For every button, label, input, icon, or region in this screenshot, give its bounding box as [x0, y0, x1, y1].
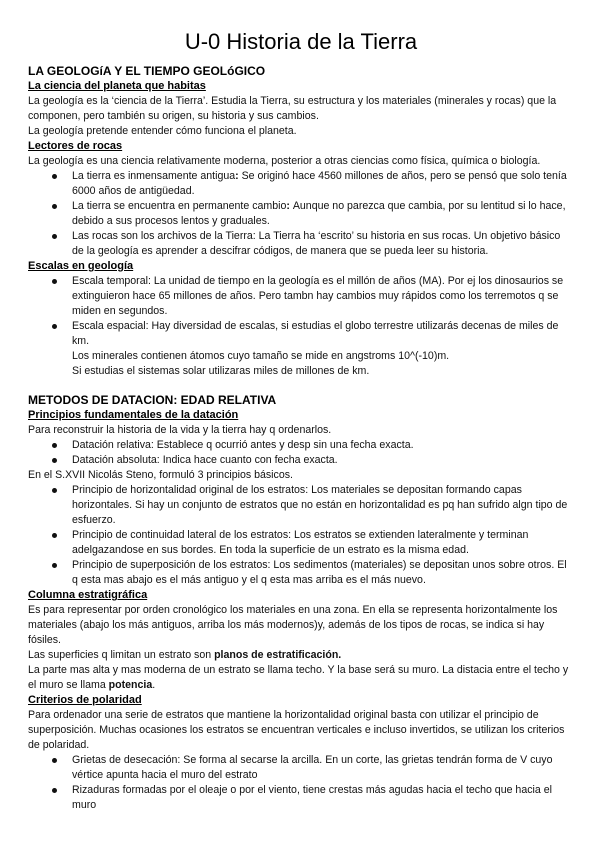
item-text: Aunque no parezca que cambia, por su lentitud si lo hace, debido a sus procesos lentos y graduales. — [72, 200, 566, 227]
item-text: Se originó hace 4560 millones de años, pero se pensó que solo tenía 6000 años de antigüedad. — [72, 170, 567, 197]
continuation-line: Si estudias el sistemas solar utilizaras miles de millones de km. — [72, 365, 370, 377]
text: La parte mas alta y mas moderna de un estrato se llama techo. Y la base será su muro. La distacia entre el techo y el muro se llama — [28, 664, 569, 691]
subheading-ciencia-planeta: La ciencia del planeta que habitas — [28, 80, 206, 92]
subheading-polaridad: Criterios de polaridad — [28, 694, 142, 706]
paragraph — [28, 648, 574, 663]
list-item — [72, 229, 574, 259]
list-item: Escala temporal: La unidad de tiempo en la geología es el millón de años (MA). Por ej los dinosaurios se extinguieron hace 65 millones de años. Pero tambn hay cambios muy rápidos como los terremotos q se miden en segundos. — [72, 274, 574, 319]
list-item: Principio de continuidad lateral de los estratos: Los estratos se extienden lateralmente y terminan adelgazandose en sus bordes. En toda la superficie de un estrato es la misma edad. — [72, 528, 574, 558]
list-item: Principio de horizontalidad original de los estratos: Los materiales se depositan formando capas horizontales. Si hay un conjunto de estratos que no están en horizontalidad es pq han sufrido algn tipo de esfuerzo. — [72, 483, 574, 528]
list-item: Rizaduras formadas por el oleaje o por el viento, tiene crestas más agudas hacia el techo que hacia el muro — [72, 783, 574, 813]
list-item — [72, 199, 574, 229]
item-text: Las rocas son los archivos de la Tierra: La Tierra ha ‘escrito’ su historia en sus rocas. Un objetivo básico de la geología es aprender a descifrar códigos, de manera que se pueda leer su historia. — [72, 230, 561, 257]
bullet-list — [28, 483, 574, 588]
bullet-list — [28, 169, 574, 259]
paragraph: Para reconstruir la historia de la vida y la tierra hay q ordenarlos. — [28, 424, 332, 436]
list-item — [72, 169, 574, 199]
subheading-columna: Columna estratigráfica — [28, 589, 148, 601]
subheading-escalas: Escalas en geología — [28, 260, 134, 272]
paragraph — [28, 663, 574, 693]
list-item: Principio de superposición de los estratos: Los sedimentos (materiales) se depositan unos sobre otros. El q esta mas abajo es el más antiguo y el q esta mas arriba es el más nuevo. — [72, 558, 574, 588]
paragraph: La geología es la ‘ciencia de la Tierra’. Estudia la Tierra, su estructura y los materiales (minerales y rocas) que la componen, pero también su origen, su historia y sus cambios. — [28, 95, 557, 122]
list-item: Datación relativa: Establece q ocurrió antes y desp sin una fecha exacta. — [72, 438, 574, 453]
paragraph: Para ordenador una serie de estratos que mantiene la horizontalidad original basta con utilizar el principio de superposición. Muchas ocasiones los estratos se encuentran verticales e incluso invertidos, se utilizan los criterios de polaridad. — [28, 709, 565, 751]
item-separator: : — [286, 200, 293, 212]
paragraph: Es para representar por orden cronológico los materiales en una zona. En ella se representa horizontalmente los materiales (abajo los más antiguos, arriba los más modernos)y, además de los tipos de rocas, se indica si hay fósiles. — [28, 604, 558, 646]
list-item: Escala espacial: Hay diversidad de escalas, si estudias el globo terrestre utilizarás decenas de miles de km. — [72, 319, 574, 349]
text: . — [152, 679, 156, 691]
bold-term: potencia — [108, 679, 153, 691]
paragraph: En el S.XVII Nicolás Steno, formuló 3 principios básicos. — [28, 469, 293, 481]
list-item: Datación absoluta: Indica hace cuanto con fecha exacta. — [72, 453, 574, 468]
paragraph: La geología es una ciencia relativamente moderna, posterior a otras ciencias como física, química o biología. — [28, 155, 541, 167]
subheading-principios: Principios fundamentales de la datación — [28, 409, 239, 421]
item-separator: : — [235, 170, 242, 182]
page-title: U-0 Historia de la Tierra — [184, 29, 418, 54]
continuation-line: Los minerales contienen átomos cuyo tamaño se mide en angstroms 10^(-10)m. — [72, 350, 450, 362]
subheading-lectores-rocas: Lectores de rocas — [28, 140, 123, 152]
section-heading-datacion: METODOS DE DATACION: EDAD RELATIVA — [28, 393, 277, 407]
list-item: Grietas de desecación: Se forma al secarse la arcilla. En un corte, las grietas tendrán forma de V cuyo vértice apunta hacia el muro del estrato — [72, 753, 574, 783]
list-continuation — [28, 349, 574, 379]
bold-term: planos de estratificación. — [214, 649, 342, 661]
text: Las superficies q limitan un estrato son — [28, 649, 215, 661]
item-label: La tierra se encuentra en permanente cambio — [72, 200, 287, 212]
bullet-list — [28, 753, 574, 813]
bullet-list — [28, 438, 574, 468]
item-label: La tierra es inmensamente antigua — [72, 170, 236, 182]
bullet-list — [28, 274, 574, 349]
paragraph: La geología pretende entender cómo funciona el planeta. — [28, 125, 297, 137]
section-heading-geologia: LA GEOLOGíA Y EL TIEMPO GEOLóGICO — [28, 64, 266, 78]
